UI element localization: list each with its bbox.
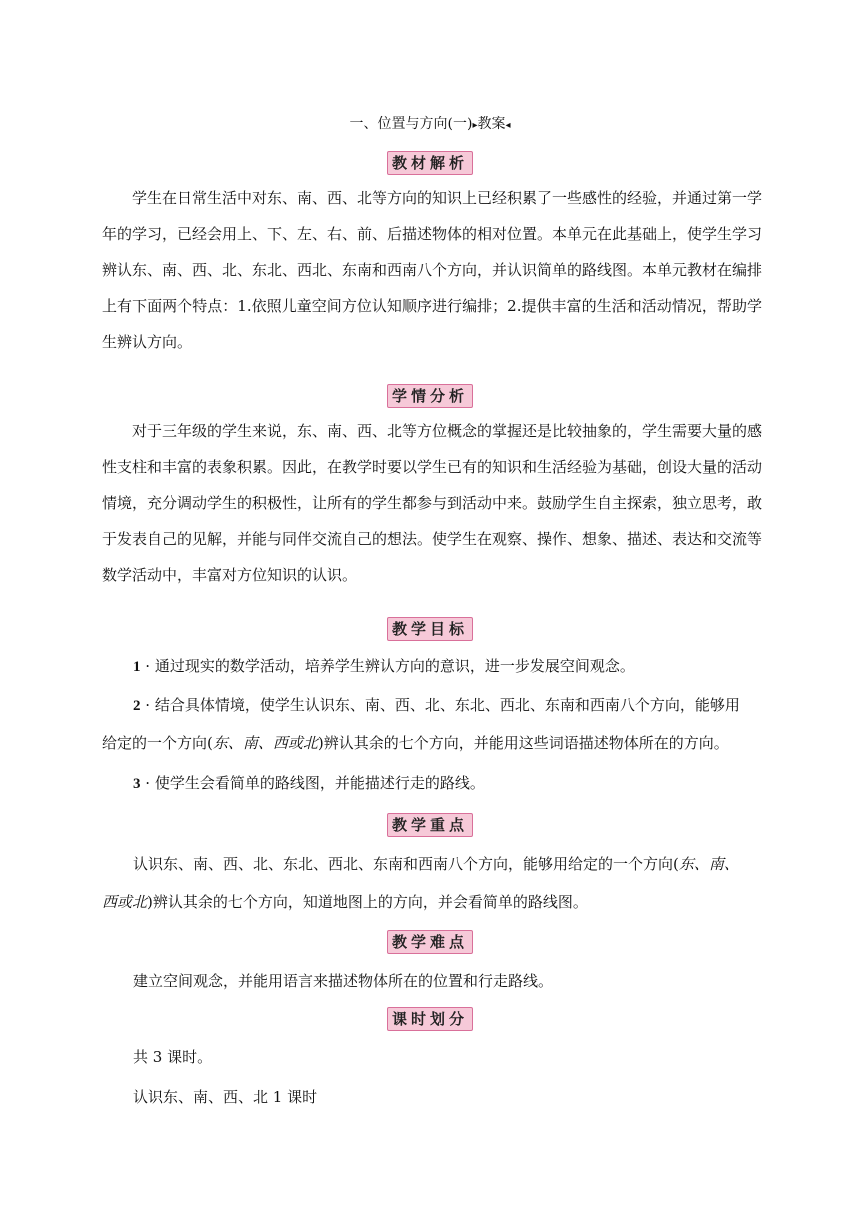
key-points-line-2: 西或北)辨认其余的七个方向，知道地图上的方向，并会看简单的路线图。 bbox=[102, 893, 588, 911]
section-heading-analysis: 教材解析 bbox=[0, 151, 860, 175]
right-triangle-icon: ▸ bbox=[472, 120, 478, 131]
difficult-points-text: 建立空间观念，并能用语言来描述物体所在的位置和行走路线。 bbox=[133, 972, 554, 990]
section-heading-goals: 教学目标 bbox=[0, 617, 860, 641]
section-heading-key: 教学重点 bbox=[0, 813, 860, 837]
section-heading-difficult: 教学难点 bbox=[0, 930, 860, 954]
goal-item-2-continued: 给定的一个方向(东、南、西或北)辨认其余的七个方向，并能用这些词语描述物体所在的方向。 bbox=[102, 734, 729, 752]
goal-item-1: 1 · 通过现实的数学活动，培养学生辨认方向的意识，进一步发展空间观念。 bbox=[133, 657, 635, 675]
page-title: 一、位置与方向(一)▸教案◂ bbox=[349, 116, 511, 132]
section-heading-student: 学情分析 bbox=[0, 384, 860, 408]
schedule-line-2: 认识东、南、西、北 1 课时 bbox=[133, 1088, 318, 1106]
schedule-line-1: 共 3 课时。 bbox=[133, 1048, 213, 1066]
analysis-paragraph: 学生在日常生活中对东、南、西、北等方向的知识上已经积累了一些感性的经验，并通过第一学年的学习，已经会用上、下、左、右、前、后描述物体的相对位置。本单元在此基础上，使学生学习辨认东、南、西、北、东北、西北、东南和西南八个方向，并认识简单的路线图。本单元教材在编排上有下面两个特点：1.依照儿童空间方位认知顺序进行编排；2.提供丰富的生活和活动情况，帮助学生辨认方向。 bbox=[102, 189, 763, 351]
goal-item-2: 2 · 结合具体情境，使学生认识东、南、西、北、东北、西北、东南和西南八个方向，能够用 bbox=[133, 696, 740, 714]
section-heading-schedule: 课时划分 bbox=[0, 1007, 860, 1031]
goal-item-3: 3 · 使学生会看简单的路线图，并能描述行走的路线。 bbox=[133, 774, 485, 792]
student-paragraph: 对于三年级的学生来说，东、南、西、北等方位概念的掌握还是比较抽象的，学生需要大量的感性支柱和丰富的表象积累。因此，在教学时要以学生已有的知识和生活经验为基础，创设大量的活动情境，充分调动学生的积极性，让所有的学生都参与到活动中来。鼓励学生自主探索，独立思考，敢于发表自己的见解，并能与同伴交流自己的想法。使学生在观察、操作、想象、描述、表达和交流等数学活动中，丰富对方位知识的认识。 bbox=[102, 422, 763, 584]
key-points-line-1: 认识东、南、西、北、东北、西北、东南和西南八个方向，能够用给定的一个方向(东、南、 bbox=[133, 855, 739, 873]
left-triangle-icon: ◂ bbox=[505, 120, 511, 131]
